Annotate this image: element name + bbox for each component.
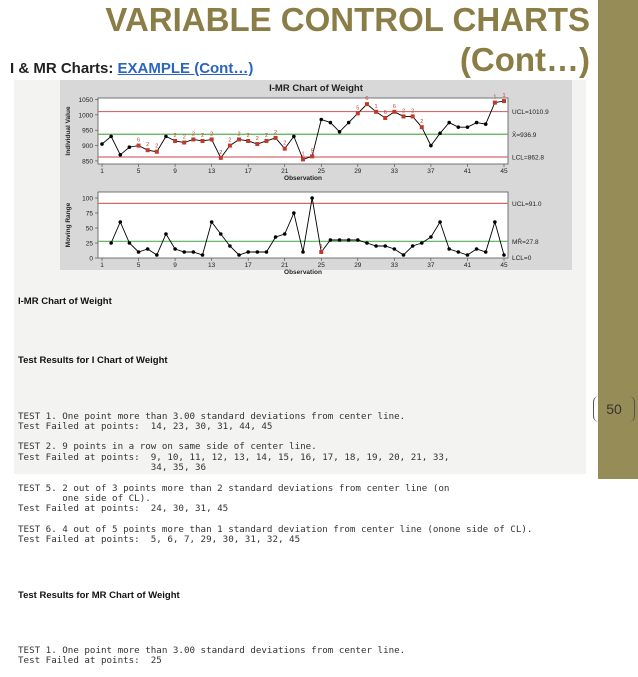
data-point <box>475 247 479 251</box>
x-tick-label: 29 <box>354 262 362 269</box>
data-point <box>420 241 424 245</box>
data-point <box>118 220 122 224</box>
data-point <box>356 238 360 242</box>
x-tick-label: 9 <box>173 168 177 175</box>
data-point <box>329 238 333 242</box>
y-tick-label: 850 <box>82 158 93 166</box>
data-point-flagged <box>392 110 396 114</box>
data-point <box>347 238 351 242</box>
flag-label: 2 <box>246 132 250 139</box>
flag-label: 6 <box>392 103 396 110</box>
data-point-flagged <box>246 139 250 143</box>
y-axis-label: Moving Range <box>65 202 72 248</box>
flag-label: 2 <box>210 131 214 138</box>
flag-label: 5 <box>356 105 360 112</box>
session-line: TEST 1. One point more than 3.00 standard deviations from center line. <box>18 645 406 657</box>
x-axis-label: Observation <box>284 269 322 276</box>
data-point-flagged <box>356 111 360 115</box>
data-point <box>256 250 260 254</box>
data-point-flagged <box>283 147 287 151</box>
data-point <box>210 220 214 224</box>
data-point-flagged <box>201 139 205 143</box>
data-point <box>164 135 168 139</box>
data-point-flagged <box>420 125 424 129</box>
y-tick-label: 50 <box>85 225 93 233</box>
data-point <box>128 241 132 245</box>
data-point <box>502 253 506 257</box>
data-point <box>292 135 296 139</box>
data-point <box>137 250 141 254</box>
session-line: Test Failed at points: 9, 10, 11, 12, 13, 14, 15, 16, 17, 18, 19, 20, 21, 33, <box>18 451 450 463</box>
page-number: 50 <box>593 396 635 422</box>
data-point <box>109 135 113 139</box>
flag-label: 2 <box>182 134 186 141</box>
x-tick-label: 21 <box>281 262 289 269</box>
y-tick-label: 25 <box>85 240 93 248</box>
y-tick-label: 100 <box>82 195 93 203</box>
x-tick-label: 33 <box>390 168 398 175</box>
data-point <box>438 220 442 224</box>
session-line: TEST 6. 4 out of 5 points more than 1 standard deviation from center line (onone side of CL). <box>18 523 533 535</box>
session-heading: I-MR Chart of Weight <box>18 295 112 307</box>
x-tick-label: 33 <box>390 262 398 269</box>
flag-label: 2 <box>264 132 268 139</box>
section1-lines <box>18 412 588 546</box>
session-line: Test Failed at points: 25 <box>18 655 162 667</box>
x-tick-label: 25 <box>317 168 325 175</box>
data-point <box>128 145 132 149</box>
flag-label: 2 <box>274 129 278 136</box>
center-label: X̄=936.9 <box>512 131 537 139</box>
data-point <box>438 132 442 136</box>
data-point <box>146 247 150 251</box>
slide-title-cont: (Cont…) <box>459 41 590 78</box>
data-point <box>292 211 296 215</box>
data-point <box>365 241 369 245</box>
data-point <box>347 121 351 125</box>
data-point-flagged <box>374 110 378 114</box>
flag-label: 5 <box>310 148 314 155</box>
x-tick-label: 1 <box>100 168 104 175</box>
flag-label: 2 <box>200 132 205 139</box>
flag-label: 1 <box>301 151 305 158</box>
flag-label: 1 <box>493 94 497 101</box>
data-point <box>310 196 314 200</box>
data-point <box>457 250 461 254</box>
flag-label: 2 <box>219 149 223 156</box>
session-line: TEST 1. One point more than 3.00 standard deviations from center line. <box>18 410 406 422</box>
session-line: 34, 35, 36 <box>18 462 207 474</box>
data-point <box>338 238 342 242</box>
data-point-flagged <box>264 139 268 143</box>
section1-title: Test Results for I Chart of Weight <box>18 355 168 367</box>
data-point <box>192 250 196 254</box>
y-tick-label: 1050 <box>78 97 93 105</box>
data-point <box>493 220 497 224</box>
x-tick-label: 45 <box>500 168 508 175</box>
x-tick-label: 17 <box>244 168 252 175</box>
data-point <box>301 250 305 254</box>
data-point <box>319 118 323 122</box>
data-point-flagged <box>274 136 278 140</box>
data-point-flagged <box>219 156 223 160</box>
data-point-flagged <box>383 116 387 120</box>
data-point <box>237 253 241 257</box>
data-point-flagged <box>310 154 314 158</box>
data-point <box>228 244 232 248</box>
data-point <box>383 244 387 248</box>
chart-title: I-MR Chart of Weight <box>269 83 363 94</box>
flag-label: 2 <box>146 142 150 149</box>
data-point <box>429 235 433 239</box>
y-tick-label: 75 <box>85 210 93 218</box>
data-point-flagged <box>493 101 497 105</box>
data-point <box>265 250 269 254</box>
imr-chart <box>60 80 572 276</box>
flag-label: 2 <box>173 132 177 139</box>
flag-label: 6 <box>137 137 141 144</box>
flag-label: 1 <box>374 103 378 110</box>
flag-label: 1 <box>319 244 323 250</box>
x-tick-label: 41 <box>463 262 472 269</box>
data-point <box>374 244 378 248</box>
session-output <box>18 276 588 677</box>
imr-chart-panel <box>60 80 572 276</box>
data-point <box>274 235 278 239</box>
data-point-flagged <box>173 139 177 143</box>
data-point-flagged <box>137 144 141 148</box>
subtitle-prefix: I & MR Charts: <box>10 60 118 77</box>
data-point <box>338 130 342 134</box>
data-point <box>484 250 488 254</box>
data-point <box>100 142 104 146</box>
section2-lines <box>18 646 588 667</box>
session-line: Test Failed at points: 24, 30, 31, 45 <box>18 503 229 515</box>
data-point <box>475 121 479 125</box>
data-point <box>118 153 122 157</box>
data-point <box>246 250 250 254</box>
data-point <box>164 232 168 236</box>
data-point <box>393 247 397 251</box>
flag-label: 2 <box>411 108 415 115</box>
data-point-flagged <box>319 250 323 254</box>
data-point-flagged <box>365 102 369 106</box>
data-point-flagged <box>191 137 195 141</box>
data-point <box>329 121 333 125</box>
x-tick-label: 9 <box>173 262 177 269</box>
data-point-flagged <box>210 137 214 141</box>
data-point <box>219 232 223 236</box>
data-point-flagged <box>155 150 159 154</box>
x-tick-label: 5 <box>136 168 141 175</box>
flag-label: 2 <box>401 108 406 115</box>
x-tick-label: 29 <box>354 168 362 175</box>
flag-label: 2 <box>237 131 241 138</box>
data-point-flagged <box>301 157 305 161</box>
flag-label: 2 <box>420 119 424 126</box>
data-point <box>447 247 451 251</box>
flag-label: 2 <box>283 140 287 147</box>
data-point <box>182 250 186 254</box>
lcl-label: LCL=0 <box>512 255 532 262</box>
data-point-flagged <box>182 141 186 145</box>
x-tick-label: 1 <box>100 262 104 269</box>
data-point <box>484 122 488 126</box>
flag-label: 2 <box>191 131 195 138</box>
lcl-label: LCL=862.8 <box>512 154 544 162</box>
data-point-flagged <box>228 144 232 148</box>
x-tick-label: 45 <box>500 262 508 269</box>
flag-label: 6 <box>383 109 387 116</box>
data-point-flagged <box>402 114 406 118</box>
x-tick-label: 17 <box>244 262 252 269</box>
data-point <box>109 241 113 245</box>
flag-label: 2 <box>228 137 232 144</box>
flag-label: 2 <box>255 136 259 143</box>
data-point <box>429 144 433 148</box>
ucl-label: UCL=1010.9 <box>512 109 549 117</box>
slide-title: VARIABLE CONTROL CHARTS <box>105 1 590 38</box>
data-point <box>155 253 159 257</box>
session-line: Test Failed at points: 14, 23, 30, 31, 44, 45 <box>18 420 273 432</box>
example-link[interactable]: EXAMPLE (Cont…) <box>117 60 254 77</box>
x-tick-label: 37 <box>427 262 435 269</box>
data-point <box>457 125 461 129</box>
y-tick-label: 950 <box>82 127 93 135</box>
y-axis-label: Individual Value <box>65 106 72 156</box>
session-line: one side of CL). <box>18 492 151 504</box>
section2-title: Test Results for MR Chart of Weight <box>18 589 180 601</box>
data-point <box>173 247 177 251</box>
flag-label: 2 <box>155 143 159 150</box>
x-tick-label: 41 <box>463 168 472 175</box>
data-point <box>201 253 205 257</box>
flag-label: 1 <box>502 93 506 100</box>
center-label: MR̄=27.8 <box>512 238 539 246</box>
ucl-label: UCL=91.0 <box>512 200 542 208</box>
data-point-flagged <box>237 137 241 141</box>
data-point-flagged <box>146 148 150 152</box>
session-line: TEST 5. 2 out of 3 points more than 2 standard deviations from center line (on <box>18 482 450 494</box>
x-tick-label: 13 <box>208 262 216 269</box>
data-point-flagged <box>255 142 259 146</box>
slide-subtitle <box>10 60 253 77</box>
data-point <box>447 121 451 125</box>
x-tick-label: 25 <box>317 262 325 269</box>
flag-label: 6 <box>365 96 369 103</box>
x-axis-label: Observation <box>284 175 322 182</box>
y-tick-label: 900 <box>82 143 93 151</box>
data-point <box>466 125 470 129</box>
session-line: TEST 2. 9 points in a row on same side of center line. <box>18 441 317 453</box>
x-tick-label: 5 <box>136 262 141 269</box>
data-point <box>466 253 470 257</box>
x-tick-label: 21 <box>281 168 289 175</box>
data-point-flagged <box>502 99 506 103</box>
data-point <box>283 232 287 236</box>
y-tick-label: 0 <box>89 255 93 263</box>
data-point <box>411 244 415 248</box>
session-line: Test Failed at points: 5, 6, 7, 29, 30, 31, 32, 45 <box>18 534 301 546</box>
x-tick-label: 13 <box>208 168 216 175</box>
data-point-flagged <box>411 114 415 118</box>
data-point <box>402 253 406 257</box>
y-tick-label: 1000 <box>78 112 93 120</box>
x-tick-label: 37 <box>427 168 435 175</box>
